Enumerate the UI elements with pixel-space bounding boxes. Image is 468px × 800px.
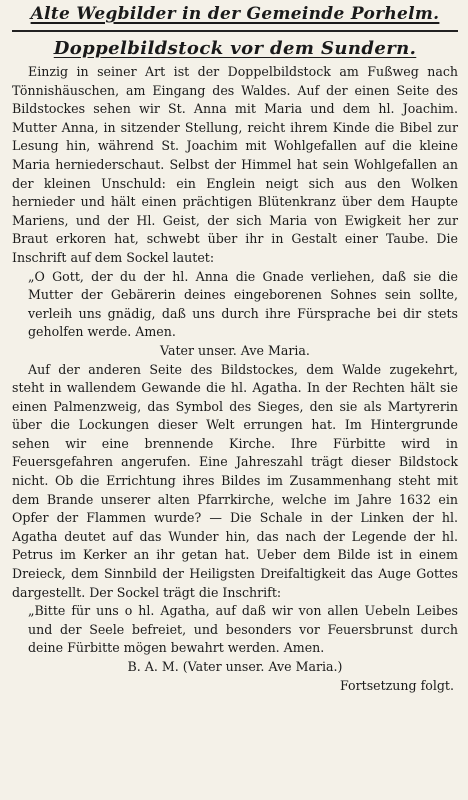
- inscription-anna: „O Gott, der du der hl. Anna die Gnade verliehen, daß sie die Mutter der Gebärerin deines eingeborenen Sohnes sein sollte, verleih uns gnädig, daß uns durch ihre Fürsprache bei dir stets geholfen werde. Amen.: [28, 268, 458, 340]
- prayer-line-agatha: B. A. M. (Vater unser. Ave Maria.): [127, 659, 343, 674]
- continuation-note: Fortsetzung folgt.: [339, 677, 454, 693]
- paragraph-agatha-side: Auf der anderen Seite des Bildstockes, dem Walde zugekehrt, steht in wallendem Gewande die hl. Agatha. In der Rechten hält sie einen Palmenzweig, das Symbol des Sieges, den sie als Martyrerin über die Lockungen dieser Welt errungen hat. Im Hintergrunde sehen wir eine brennende Kirche. Ihre Fürbitte wird in Feuersgefahren angerufen. Eine Jahreszahl trägt dieser Bildstock nicht. Ob die Errichtung ihres Bildes im Zusammenhang steht mit dem Brande unserer alten Pfarrkirche, welche im Jahre 1632 ein Opfer der Flammen wurde? — Die Schale in der Linken der hl. Agatha deutet auf das Wunder hin, das nach der Legende der hl. Petrus im Kerker an ihr getan hat. Ueber dem Bilde ist in einem Dreieck, dem Sinnbild der Heiligsten Dreifaltigkeit das Auge Gottes dargestellt. Der Sockel trägt die Inschrift:: [12, 361, 458, 600]
- divider: [12, 30, 458, 32]
- article-title: Doppelbildstock vor dem Sundern.: [53, 38, 417, 59]
- series-heading: Alte Wegbilder in der Gemeinde Porhelm.: [30, 4, 440, 24]
- inscription-agatha: „Bitte für uns o hl. Agatha, auf daß wir von allen Uebeln Leibes und der Seele befreiet, und besonders vor Feuersbrunst durch deine Fürbitte mögen bewahrt werden. Amen.: [28, 603, 458, 656]
- prayer-line-anna: Vater unser. Ave Maria.: [160, 342, 310, 358]
- paragraph-anna-side: Einzig in seiner Art ist der Doppelbildstock am Fußweg nach Tönnishäuschen, am Eingang des Waldes. Auf der einen Seite des Bildstockes sehen wir St. Anna mit Maria und dem hl. Joachim. Mutter Anna, in sitzender Stellung, reicht ihrem Kinde die Bibel zur Lesung hin, während St. Joachim mit Wohlgefallen auf die kleine Maria herniederschaut. Selbst der Himmel hat sein Wohlgefallen an der kleinen Unschuld: ein Englein neigt sich aus den Wolken hernieder und hält einen prächtigen Blütenkranz über dem Haupte Mariens, und der Hl. Geist, der sich Maria von Ewigkeit her zur Braut erkoren hat, schwebt über ihr in Gestalt einer Taube. Die Inschrift auf dem Sockel lautet:: [12, 64, 458, 265]
